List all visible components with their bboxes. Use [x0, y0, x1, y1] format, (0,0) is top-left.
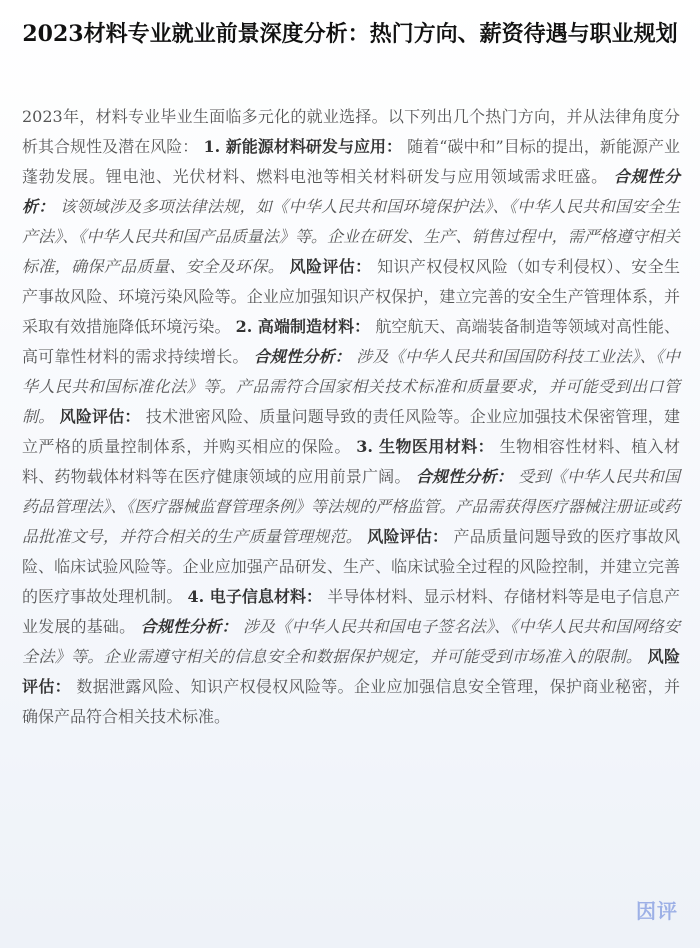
watermark-logo: 因评 [636, 899, 678, 923]
section-1-desc: 随着“碳中和”目标的提出，新能源产业蓬勃发展。锂电池、光伏材料、燃料电池等相关材料研发与应用领域需求旺盛。 [22, 137, 680, 186]
section-1-risk-text: 知识产权侵权风险（如专利侵权）、安全生产事故风险、环境污染风险等。企业应加强知识产权保护，建立完善的安全生产管理体系，并采取有效措施降低环境污染。 [22, 257, 680, 336]
article-body [22, 102, 680, 732]
section-1-risk-label: 风险评估： [289, 257, 372, 276]
section-2-desc: 航空航天、高端装备制造等领域对高性能、高可靠性材料的需求持续增长。 [22, 317, 680, 366]
section-3-risk-text: 产品质量问题导致的医疗事故风险、临床试验风险等。企业应加强产品研发、生产、临床试验全过程的风险控制，并建立完善的医疗事故处理机制。 [22, 527, 680, 606]
section-4-compliance-label: 合规性分析： [140, 617, 238, 636]
section-3-desc: 生物相容性材料、植入材料、药物载体材料等在医疗健康领域的应用前景广阔。 [22, 437, 680, 486]
page-title: 2023材料专业就业前景深度分析：热门方向、薪资待遇与职业规划 [22, 21, 678, 47]
section-1-compliance-text: 该领域涉及多项法律法规，如《中华人民共和国环境保护法》、《中华人民共和国安全生产法》、《中华人民共和国产品质量法》等。企业在研发、生产、销售过程中，需严格遵守相关标准，确保产品质量、安全及环保。 [22, 197, 680, 276]
section-2-risk-label: 风险评估： [59, 407, 141, 426]
section-3-compliance-text: 受到《中华人民共和国药品管理法》、《医疗器械监督管理条例》等法规的严格监管。产品需获得医疗器械注册证或药品批准文号，并符合相关的生产质量管理规范。 [22, 467, 680, 546]
section-2-risk-text: 技术泄密风险、质量问题导致的责任风险等。企业应加强技术保密管理，建立严格的质量控制体系，并购买相应的保险。 [22, 407, 680, 456]
section-4-heading: 4. 电子信息材料： [187, 587, 323, 606]
section-3-compliance-label: 合规性分析： [415, 467, 513, 486]
section-2-compliance-text: 涉及《中华人民共和国国防科技工业法》、《中华人民共和国标准化法》等。产品需符合国家相关技术标准和质量要求，并可能受到出口管制。 [22, 347, 680, 426]
section-4-compliance-text: 涉及《中华人民共和国电子签名法》、《中华人民共和国网络安全法》等。企业需遵守相关的信息安全和数据保护规定，并可能受到市场准入的限制。 [22, 617, 680, 666]
section-2-compliance-label: 合规性分析： [253, 347, 351, 366]
section-3-heading: 3. 生物医用材料： [356, 437, 495, 456]
section-4-desc: 半导体材料、显示材料、存储材料等是电子信息产业发展的基础。 [22, 587, 680, 636]
section-4-risk-label: 风险评估： [22, 647, 680, 696]
section-4-risk-text: 数据泄露风险、知识产权侵权风险等。企业应加强信息安全管理，保护商业秘密，并确保产品符合相关技术标准。 [22, 677, 680, 726]
section-1-heading: 1. 新能源材料研发与应用： [203, 137, 403, 156]
section-2-heading: 2. 高端制造材料： [235, 317, 371, 336]
intro-text: 2023年，材料专业毕业生面临多元化的就业选择。以下列出几个热门方向，并从法律角度分析其合规性及潜在风险： [22, 107, 680, 156]
section-3-risk-label: 风险评估： [367, 527, 449, 546]
section-1-compliance-label: 合规性分析： [22, 167, 680, 216]
